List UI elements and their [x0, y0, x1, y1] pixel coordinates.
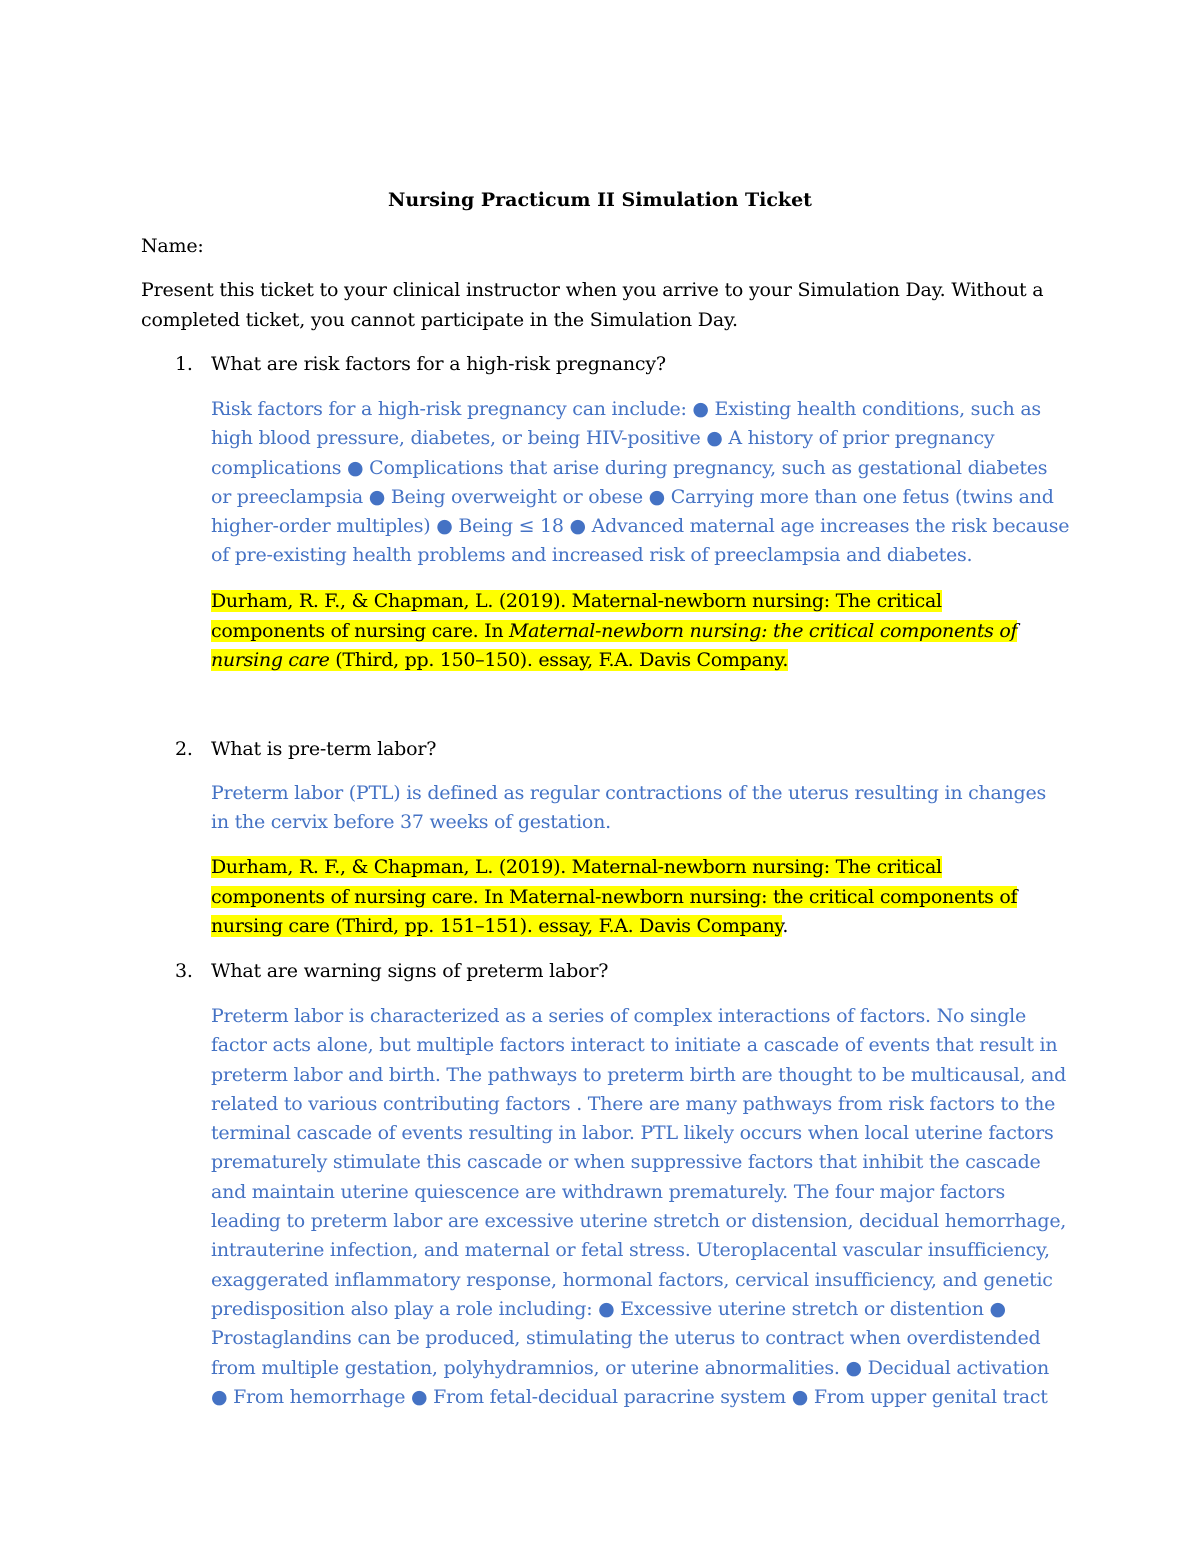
- citation-tail: .: [782, 915, 789, 937]
- name-label: Name:: [141, 235, 204, 257]
- question-number: 1.: [175, 353, 193, 375]
- page-title: Nursing Practicum II Simulation Ticket: [388, 189, 812, 211]
- question-text: What is pre-term labor?: [211, 738, 437, 760]
- intro-paragraph: Present this ticket to your clinical instructor when you arrive to your Simulation Day. Without a completed ticket, you cannot participate in the Simulation Day.: [141, 279, 1044, 331]
- answer-2: Preterm labor (PTL) is defined as regular contractions of the uterus resulting in changes in the cervix before 37 weeks of gestation.: [211, 782, 1046, 834]
- question-text: What are risk factors for a high-risk pregnancy?: [211, 353, 666, 375]
- question-number: 2.: [175, 738, 193, 760]
- citation-1: [211, 587, 1061, 676]
- answer-3: Preterm labor is characterized as a series of complex interactions of factors. No single factor acts alone, but multiple factors interact to initiate a cascade of events that result in preterm labor and birth. The pathways to preterm birth are thought to be multicausal, and related to various contributing factors . There are many pathways from risk factors to the terminal cascade of events resulting in labor. PTL likely occurs when local uterine factors prematurely stimulate this cascade or when suppressive factors that inhibit the cascade and maintain uterine quiescence are withdrawn prematurely. The four major factors leading to preterm labor are excessive uterine stretch or distension, decidual hemorrhage, intrauterine infection, and maternal or fetal stress. Uteroplacental vascular insufficiency, exaggerated inflammatory response, hormonal factors, cervical insufficiency, and genetic predisposition also play a role including: ● Excessive uterine stretch or distention ● Prostaglandins can be produced, stimulating the uterus to contract when overdistended from multiple gestation, polyhydramnios, or uterine abnormalities. ● Decidual activation ● From hemorrhage ● From fetal-decidual paracrine system ● From upper genital tract: [211, 1005, 1067, 1408]
- citation-book-title: Maternal-newborn nursing: the critical components of nursing care: [211, 619, 1018, 671]
- question-number: 3.: [175, 960, 193, 982]
- citation-part: Durham, R. F., & Chapman, L. (2019). Maternal-newborn nursing: The critical components of nursing care. In: [211, 590, 942, 642]
- citation-part: (Third, pp. 150–150). essay, F.A. Davis Company.: [329, 649, 789, 671]
- answer-1: Risk factors for a high-risk pregnancy can include: ● Existing health conditions, such as high blood pressure, diabetes, or being HIV-positive ● A history of prior pregnancy complications ● Complications that arise during pregnancy, such as gestational diabetes or preeclampsia ● Being overweight or obese ● Carrying more than one fetus (twins and higher-order multiples) ● Being ≤ 18 ● Advanced maternal age increases the risk because of pre-existing health problems and increased risk of preeclampsia and diabetes.: [211, 398, 1070, 567]
- question-text: What are warning signs of preterm labor?: [211, 960, 609, 982]
- citation-text: Durham, R. F., & Chapman, L. (2019). Maternal-newborn nursing: The critical components of nursing care. In Maternal-newborn nursing: the critical components of nursing care (Third, pp. 151–151). essay, F.A. Davis Company: [211, 856, 1018, 937]
- citation-2: [211, 853, 1061, 942]
- citation-text: [211, 590, 1017, 671]
